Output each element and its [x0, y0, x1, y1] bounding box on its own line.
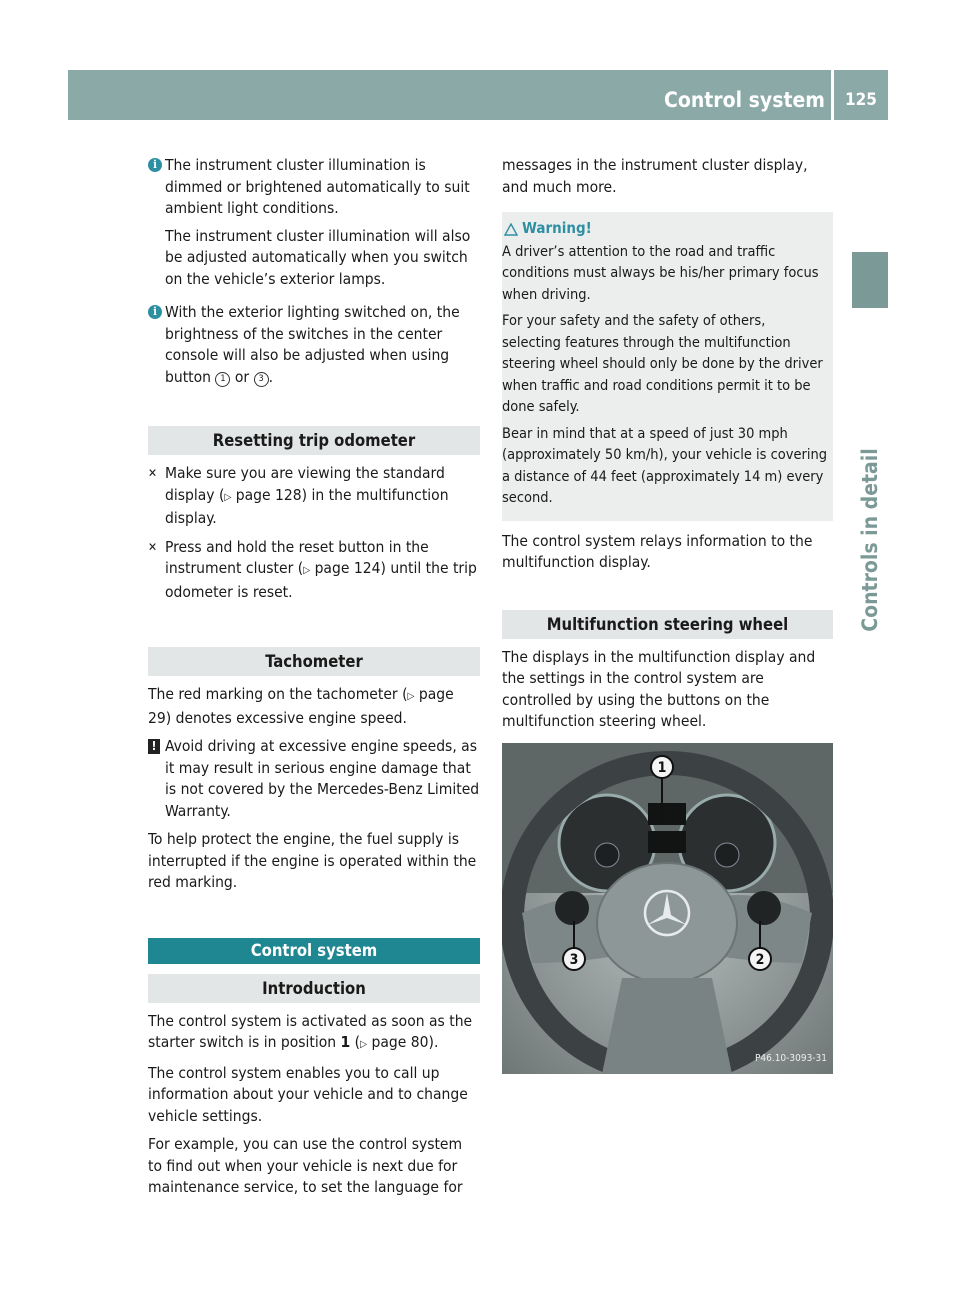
step-arrow-icon: ✕ — [148, 466, 158, 480]
warning-text: A driver’s attention to the road and traffic conditions must always be his/her primary focus when driving. — [502, 243, 819, 303]
left-column — [148, 155, 480, 1206]
page-ref-link[interactable]: page 29 — [148, 685, 454, 727]
caution-note — [148, 736, 480, 822]
info-note-illumination — [148, 155, 480, 290]
body-text: The displays in the multifunction display and the settings in the control system are controlled by using the buttons on the multifunction steering wheel. — [502, 647, 816, 730]
warning-triangle-icon — [504, 221, 518, 243]
step-item: ✕ Press and hold the reset button in the instrument cluster (▷ page 124) until the trip odometer is reset. — [148, 537, 477, 601]
callout-2: 2 — [755, 951, 765, 968]
heading-control-system: Control system — [148, 938, 480, 964]
callout-number: 1 — [215, 372, 230, 387]
callout-3: 3 — [569, 951, 579, 968]
steering-wheel-figure — [502, 743, 833, 1074]
info-icon: i — [148, 158, 162, 172]
step-item: ✕ Make sure you are viewing the standard display (▷ page 128) in the multifunction display. — [148, 464, 449, 527]
page-ref-icon: ▷ — [360, 1039, 368, 1050]
note-text: The instrument cluster illumination will also be adjusted automatically when you switch on the vehicle’s exterior lamps. — [165, 226, 471, 288]
heading-resetting-trip-odometer: Resetting trip odometer — [148, 426, 480, 455]
figure-code: P46.10-3093-31 — [754, 1053, 827, 1064]
page-ref-link[interactable]: page 128 — [235, 485, 302, 504]
warning-text: For your safety and the safety of others, selecting features through the multifunction steering wheel should only be done by the driver when traffic and road conditions permit it to be done safely. — [502, 313, 823, 415]
info-icon: i — [148, 305, 162, 319]
warning-text: Bear in mind that at a speed of just 30 mph (approximately 50 km/h), your vehicle is covering a distance of 44 feet (approximately 14 m) every second. — [502, 425, 828, 506]
heading-introduction: Introduction — [148, 974, 480, 1003]
note-text: Avoid driving at excessive engine speeds, as it may result in serious engine damage that is not covered by the Mercedes-Benz Limited Warranty. — [165, 737, 480, 820]
note-text: With the exterior lighting switched on, the brightness of the switches in the center console will also be adjusted when using button 1 or 3 . — [165, 303, 460, 386]
caution-icon: ! — [148, 739, 160, 754]
callout-number: 3 — [254, 372, 269, 387]
body-text: The red marking on the tachometer (▷ page 29) denotes excessive engine speed. — [148, 685, 454, 727]
page-ref-link[interactable]: page 80 — [371, 1033, 429, 1051]
page-ref-icon: ▷ — [224, 491, 232, 503]
side-tab-label: Controls in detail — [858, 448, 882, 632]
warning-heading: Warning! — [502, 218, 827, 240]
right-column — [502, 155, 833, 1074]
step-arrow-icon: ✕ — [148, 539, 158, 554]
body-text: The control system relays information to the multifunction display. — [502, 531, 813, 571]
page-ref-icon: ▷ — [407, 691, 415, 702]
body-text: messages in the instrument cluster display, and much more. — [502, 156, 808, 196]
heading-tachometer: Tachometer — [148, 647, 480, 676]
body-text: To help protect the engine, the fuel supply is interrupted if the engine is operated within the red marking. — [148, 830, 477, 891]
note-text: The instrument cluster illumination is dimmed or brightened automatically to suit ambient light conditions. — [165, 156, 470, 217]
heading-multifunction-steering-wheel: Multifunction steering wheel — [502, 610, 833, 639]
header-separator — [831, 70, 834, 120]
side-tab-marker — [852, 252, 888, 308]
info-note-switches — [148, 302, 480, 388]
callout-1: 1 — [657, 759, 667, 776]
body-text: For example, you can use the control system to find out when your vehicle is next due for maintenance service, to set the language for — [148, 1135, 463, 1196]
steering-wheel-illustration — [502, 743, 833, 1074]
warning-box — [502, 212, 833, 521]
page-ref-link[interactable]: page 124 — [314, 559, 381, 577]
page-number: 125 — [845, 90, 877, 110]
section-title: Control system — [663, 88, 825, 112]
body-text: The control system enables you to call up information about your vehicle and to change vehicle settings. — [148, 1063, 468, 1125]
page-ref-icon: ▷ — [303, 565, 311, 576]
body-text: The control system is activated as soon as the starter switch is in position 1 (▷ page 80). — [148, 1011, 473, 1051]
